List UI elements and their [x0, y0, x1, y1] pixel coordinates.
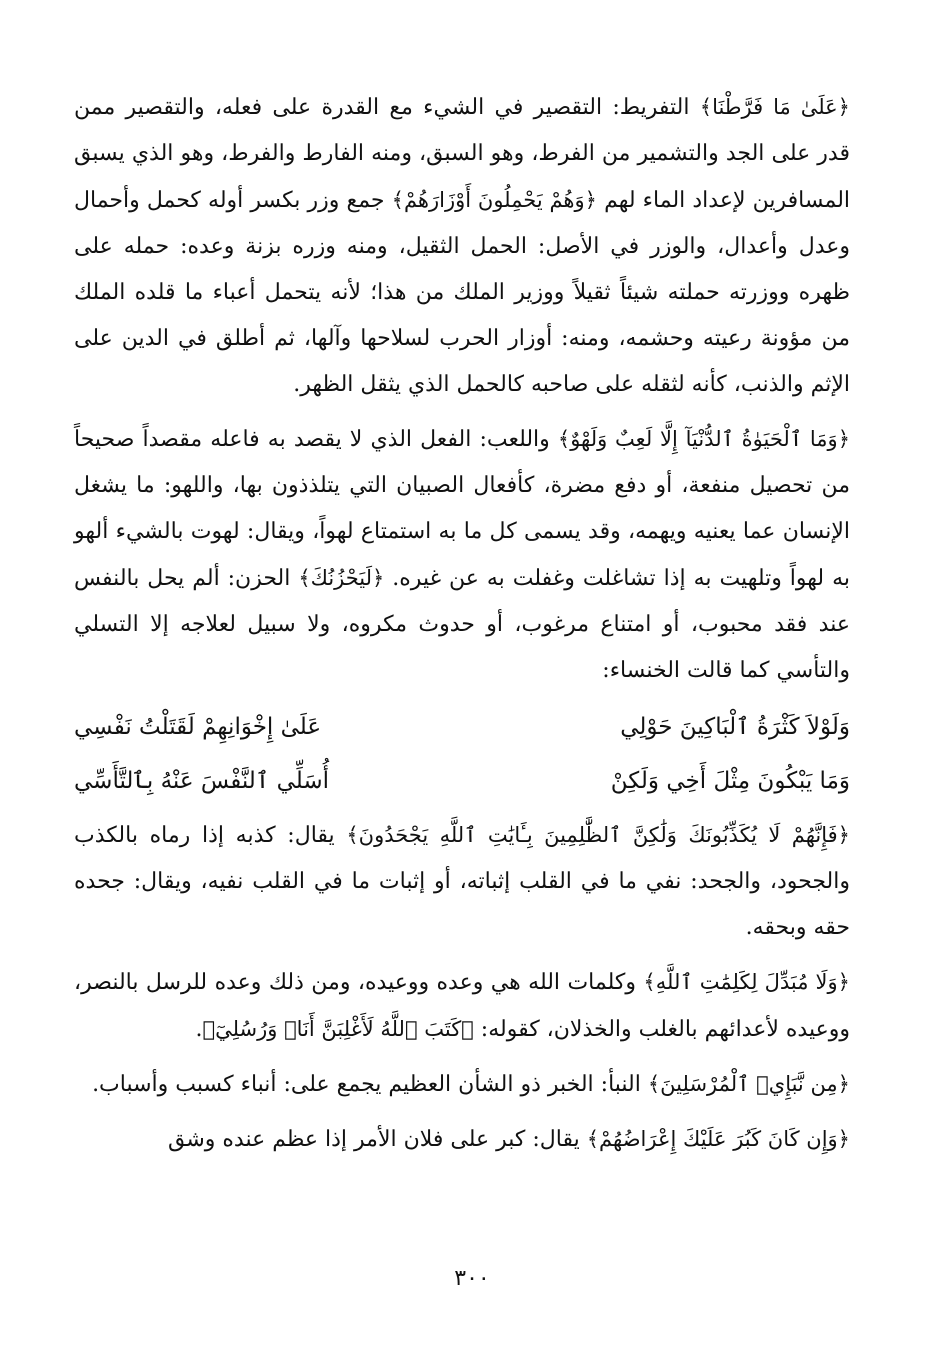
quran-quote: ﴿وَإِن كَانَ كَبُرَ عَلَيْكَ إِعْرَاضُهُمْ﴾	[586, 1127, 850, 1151]
verse-second-hemistich: أُسَلِّي ٱلنَّفْسَ عَنْهُ بِٱلتَّأَسِّي	[74, 768, 330, 794]
quran-quote: ﴿وَمَا ٱلْحَيَوٰةُ ٱلدُّنْيَآ إِلَّا لَعِبٌ وَلَهْوٌ﴾	[557, 427, 850, 451]
paragraph-text: يقال: كبر على فلان الأمر إذا عظم عنده وشق	[167, 1127, 587, 1152]
paragraph	[74, 812, 850, 951]
paragraph-text: جمع وزر بكسر أوله كحمل وأحمال وعدل وأعدال، والوزر في الأصل: الحمل الثقيل، ومنه وزره بزنة وعده: حمله على ظهره ووزرته حملته شيئاً ثقيلاً ووزير الملك من هذا؛ لأنه يتحمل أعباء ما قلده الملك من مؤونة رعيته وحشمه، ومنه: أوزار الحرب لسلاحها وآلها، ثم أطلق في الدين على الإثم والذنب، كأنه لثقله على صاحبه كالحمل الذي يثقل الظهر.	[74, 188, 850, 397]
quran-quote: ﴿وَهُمْ يَحْمِلُونَ أَوْزَارَهُمْ﴾	[391, 188, 597, 212]
paragraph	[74, 416, 850, 694]
verse-first-hemistich: وَمَا يَبْكُونَ مِثْلَ أَخِي وَلَكِنْ	[610, 768, 850, 794]
paragraph-text: الحزن: ألم يحل بالنفس عند فقد محبوب، أو امتناع مرغوب، أو حدوث مكروه، ولا سبيل لعلاجه إلا التسلي والتأسي كما قالت الخنساء:	[74, 566, 850, 683]
quran-quote: ﴿عَلَىٰ مَا فَرَّطْنَا﴾	[699, 95, 850, 119]
poem-verse	[74, 754, 850, 808]
paragraph	[74, 84, 850, 408]
quran-quote: ﴿وَلَا مُبَدِّلَ لِكَلِمَٰتِ ٱللَّهِ﴾	[643, 970, 850, 994]
paragraph-text: النبأ: الخبر ذو الشأن العظيم يجمع على: أنباء كسبب وأسباب.	[92, 1072, 648, 1097]
quran-quote: ﴿لَيَحْزُنُكَ﴾	[298, 566, 385, 590]
quran-quote: ﴿كَتَبَ ٱللَّهُ لَأَغْلِبَنَّ أَنَا۠ وَرُسُلِيٓ﴾	[202, 1017, 474, 1041]
paragraph	[74, 1116, 850, 1163]
poem-verse	[74, 700, 850, 754]
paragraph-text: التفريط: التقصير في الشيء مع القدرة على فعله، والتقصير ممن قدر على الجد والتشمير من الفرط، وهو السبق، ومنه الفارط والفرط، وهو الذي يسبق المسافرين لإعداد الماء لهم	[74, 95, 851, 213]
verse-second-hemistich: عَلَىٰ إِخْوَانِهِمْ لَقَتَلْتُ نَفْسِي	[74, 714, 322, 740]
page-number: ٣٠٠	[454, 1266, 490, 1291]
verse-first-hemistich: وَلَوْلاَ كَثْرَةُ ٱلْبَاكِينَ حَوْلِي	[620, 714, 850, 740]
page-body	[74, 84, 850, 1169]
quran-quote: ﴿فَإِنَّهُمْ لَا يُكَذِّبُونَكَ وَلَٰكِنَّ ٱلظَّٰلِمِينَ بِـَٔايَٰتِ ٱللَّهِ يَجْحَدُونَ﴾	[346, 823, 850, 847]
quran-quote: ﴿مِن نَّبَإِي۟ ٱلْمُرْسَلِينَ﴾	[647, 1072, 850, 1096]
paragraph	[74, 959, 850, 1053]
paragraph-text: واللعب: الفعل الذي لا يقصد به فاعله مقصداً صحيحاً من تحصيل منفعة، أو دفع مضرة، كأفعال الصبيان التي يتلذذون بها، واللهو: ما يشغل الإنسان عما يعنيه ويهمه، وقد يسمى كل ما به استمتاع لهواً، ويقال: لهوت بالشيء ألهو به لهواً وتلهيت به إذا تشاغلت وغفلت به عن غيره.	[74, 427, 850, 591]
paragraph-text: .	[195, 1017, 203, 1042]
paragraph-text: وكلمات الله هي وعده ووعيده، ومن ذلك وعده للرسل بالنصر، ووعيده لأعدائهم بالغلب والخذلان، كقوله:	[74, 970, 850, 1042]
paragraph	[74, 1061, 850, 1108]
paragraph-text: يقال: كذبه إذا رماه بالكذب والجحود، والجحد: نفي ما في القلب إثباته، أو إثبات ما في القلب نفيه، ويقال: جحده حقه وبحقه.	[74, 823, 850, 940]
poem	[74, 700, 850, 808]
